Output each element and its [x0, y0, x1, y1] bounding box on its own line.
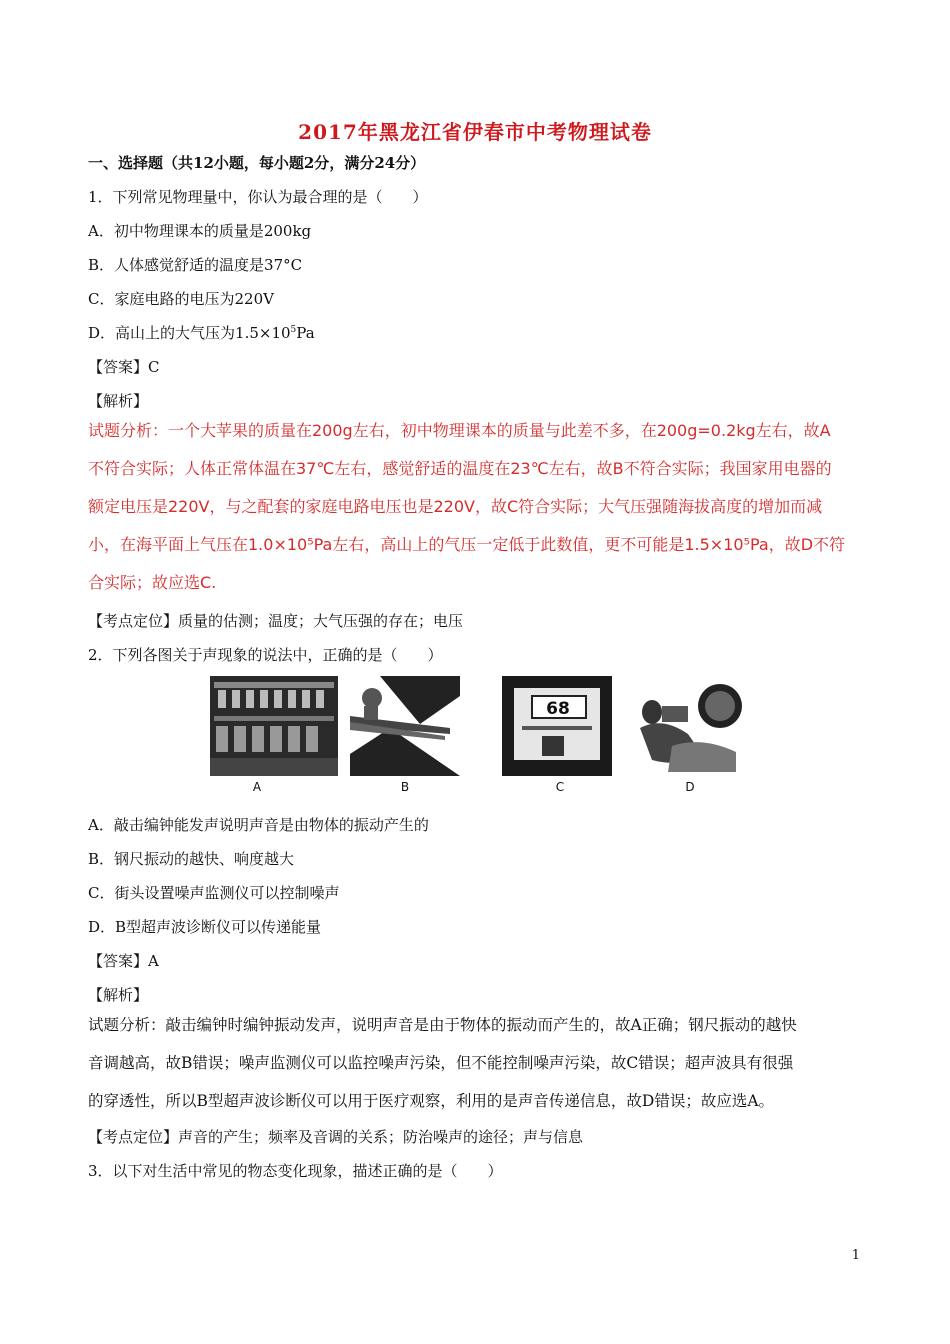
vibrating-ruler-image	[350, 676, 460, 776]
page-number: 1	[851, 1248, 860, 1263]
figure-label-c: C	[555, 780, 565, 794]
q2-analysis-line: 试题分析：敲击编钟时编钟振动发声，说明声音是由于物体的振动而产生的，故A正确；钢尺振动的越快	[88, 1016, 797, 1034]
q2-option-d: D．B型超声波诊断仪可以传递能量	[88, 918, 322, 936]
figure-label-a: A	[252, 780, 262, 794]
figure-label-b: B	[400, 780, 410, 794]
q1-analysis-line: 小，在海平面上气压在1.0×10⁵Pa左右，高山上的气压一定低于此数值，更不可能是1.5×10⁵Pa，故D不符	[88, 535, 846, 554]
bell-chime-image	[210, 676, 338, 776]
q2-stem: 2．下列各图关于声现象的说法中，正确的是（ ）	[88, 646, 443, 664]
noise-level-readout: 68	[546, 699, 570, 719]
q1-analysis-line: 额定电压是220V，与之配套的家庭电路电压也是220V，故C符合实际；大气压强随海拔高度的增加而减	[88, 497, 823, 516]
page-title: 2017年黑龙江省伊春市中考物理试卷	[298, 120, 652, 144]
q3-stem: 3．以下对生活中常见的物态变化现象，描述正确的是（ ）	[88, 1162, 503, 1180]
q1-option-a: A．初中物理课本的质量是200kg	[88, 222, 312, 240]
q2-kaodian: 【考点定位】声音的产生；频率及音调的关系；防治噪声的途径；声与信息	[88, 1128, 584, 1146]
q1-stem: 1．下列常见物理量中，你认为最合理的是（ ）	[88, 188, 428, 206]
q2-figures	[200, 676, 750, 796]
q2-analysis-line: 音调越高，故B错误；噪声监测仪可以监控噪声污染，但不能控制噪声污染，故C错误；超声波具有很强	[88, 1054, 794, 1072]
q1-option-c: C．家庭电路的电压为220V	[88, 290, 274, 308]
q1-analysis-line: 试题分析：一个大苹果的质量在200g左右，初中物理课本的质量与此差不多，在200g=0.2kg左右，故A	[88, 421, 831, 440]
q1-analysis	[88, 412, 878, 602]
q2-option-c: C．街头设置噪声监测仪可以控制噪声	[88, 884, 340, 902]
q2-analysis-line: 的穿透性，所以B型超声波诊断仪可以用于医疗观察，利用的是声音传递信息，故D错误；故应选A。	[88, 1092, 775, 1110]
q2-analysis-label: 【解析】	[88, 986, 149, 1004]
figure-label-d: D	[685, 780, 695, 794]
q2-analysis	[88, 1006, 878, 1120]
q2-option-b: B．钢尺振动的越快、响度越大	[88, 850, 295, 868]
q1-analysis-label: 【解析】	[88, 392, 149, 410]
q1-analysis-line: 不符合实际；人体正常体温在37℃左右，感觉舒适的温度在23℃左右，故B不符合实际；我国家用电器的	[88, 459, 832, 478]
ultrasound-image	[632, 676, 744, 776]
q1-kaodian: 【考点定位】质量的估测；温度；大气压强的存在；电压	[88, 612, 464, 630]
q1-answer: 【答案】C	[88, 358, 160, 376]
q1-option-d: D．高山上的大气压为$1.5\times 10^5Pa$	[88, 324, 315, 342]
q1-analysis-line: 合实际；故应选C.	[88, 573, 217, 592]
q1-option-b: B．人体感觉舒适的温度是37°C	[88, 256, 303, 274]
section-heading: 一、选择题（共12小题，每小题2分，满分24分）	[88, 154, 426, 172]
noise-monitor-image	[502, 676, 612, 776]
q2-option-a: A．敲击编钟能发声说明声音是由物体的振动产生的	[88, 816, 429, 834]
q2-answer: 【答案】A	[88, 952, 159, 970]
